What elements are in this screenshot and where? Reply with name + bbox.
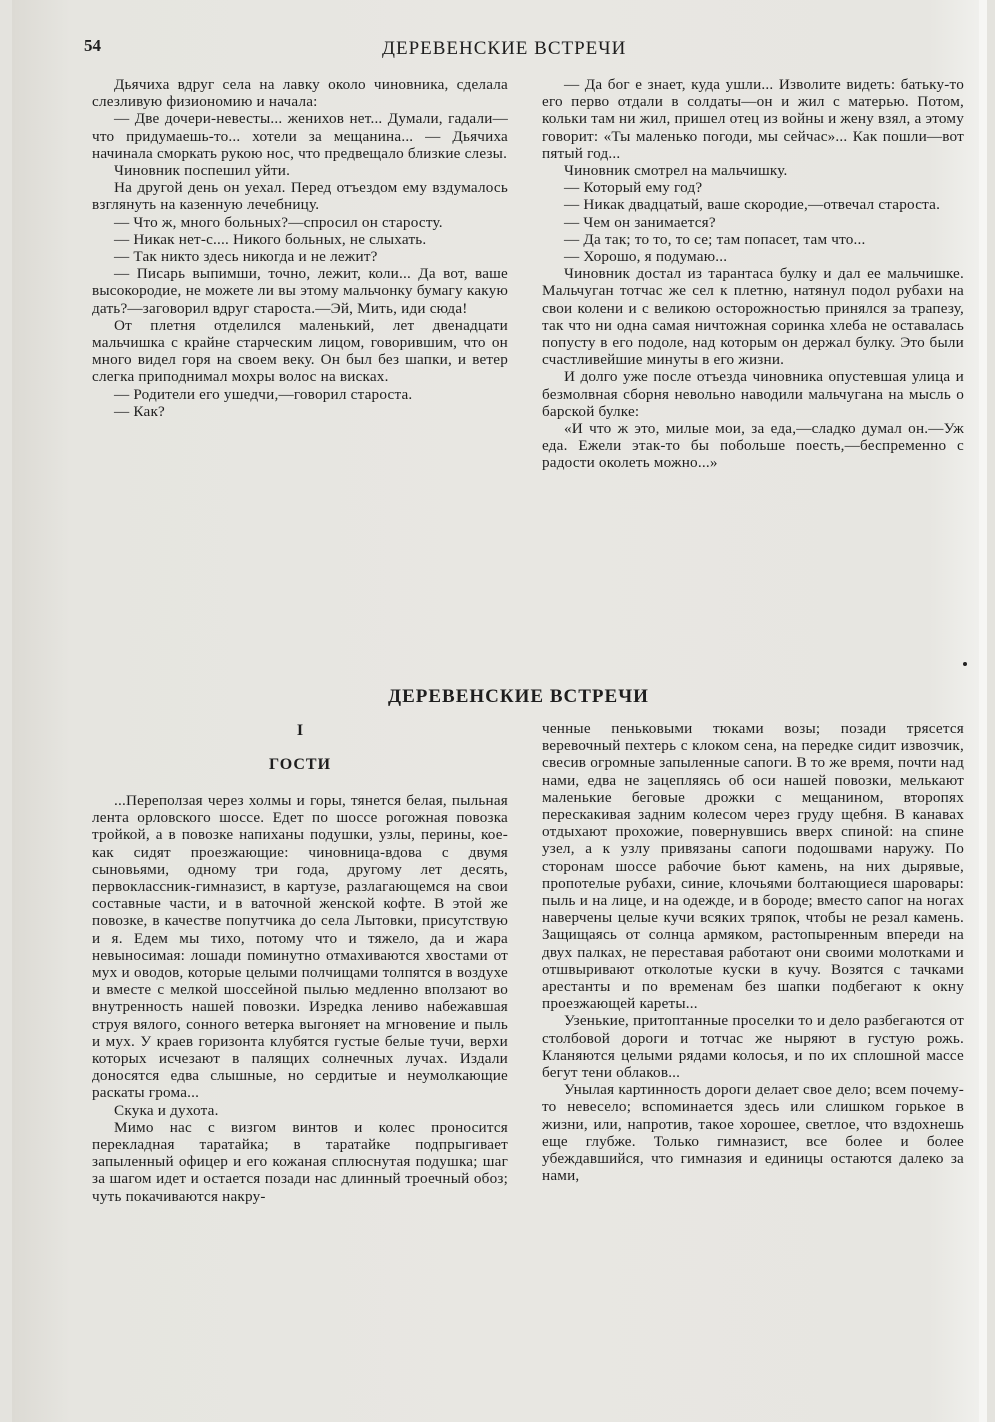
page-edge [979,0,987,1422]
paragraph: От плетня отделился маленький, лет двенадцати мальчишка с крайне старческим лицом, говорившим, что он много видел горя на своем веку. Он был без шапки, и ветер слегка приподнимал мохры волос на висках. [92,316,508,386]
paragraph: — Хорошо, я подумаю... [564,248,728,266]
paragraph: — Так никто здесь никогда и не лежит? [114,248,378,266]
paragraph: На другой день он уехал. Перед отъездом ему вздумалось взглянуть на казенную лечебницу. [92,179,508,214]
paragraph: И долго уже после отъезда чиновника опустевшая улица и безмолвная сборня невольно наводили мальчугана на мысль о барской булке: [542,368,964,420]
paragraph: Чиновник смотрел на мальчишку. [564,162,788,180]
running-head: ДЕРЕВЕНСКИЕ ВСТРЕЧИ [382,38,627,59]
ink-speck [963,662,967,666]
paragraph: — Родители его ушедчи,—говорил староста. [114,385,413,403]
top-left-column [92,76,508,420]
paragraph: Дьячиха вдруг села на лавку около чиновника, сделала слезливую физиономию и начала: [92,76,508,111]
paragraph: Узенькие, притоптанные проселки то и дело разбегаются от столбовой дороги и тотчас же ныряют в густую рожь. Кланяются целыми рядами колосья, и по их сплошной массе бегут тени облаков... [542,1012,964,1082]
page-number: 54 [84,36,101,55]
paragraph: — Который ему год? [564,179,703,197]
paragraph: ...Переползая через холмы и горы, тянется белая, пыльная лента орловского шоссе. Едет по шоссе рогожная повозка тройкой, а в повозке напиханы подушки, узлы, перины, кое-как сидят проезжающие: чиновница-вдова с двумя сыновьями, одному три года, другому лет десять, первоклассник-гимназист, в картузе, разлагающемся на свои составные части, и в ваточной женской кофте. В этой же повозке, в качестве попутчика до села Лытовки, присутствую и я. Едем мы тихо, потому что и тяжело, да и жара невыносимая: лошади поминутно отмахиваются хвостами от мух и оводов, которые целыми полчищами толпятся в воздухе и вместе с мелкой шоссейной пылью медленно вползают во внутренность нашей повозки. Изредка лениво набежавшая струя вялого, сонного ветерка выгоняет на мгновение и пыль и мух. У краев горизонта клубятся густые белые тучи, верхи которых исчезают в палящих солнечных лучах. Издали доносятся едва слышные, но сердитые и неумолкающие раскаты грома... [92,792,508,1102]
paragraph: «И что ж это, милые мои, за еда,—сладко думал он.—Уж еда. Ежели этак-то бы побольше поесть,—беспременно с радости околеть можно...» [542,420,964,472]
paragraph: Мимо нас с визгом винтов и колес проносится перекладная таратайка; в таратайке подпрыгивает запыленный офицер и его кожаная сплюснутая подушка; шаг за шагом идет и остается позади нас длинный троечный обоз; чуть покачиваются накру- [92,1118,508,1205]
book-page [12,0,987,1422]
chapter-number: I [296,722,304,739]
paragraph: ченные пеньковыми тюками возы; позади трясется веревочный пехтерь с клоком сена, на передке сидит извозчик, свесив огромные запыленные сапоги. В то же время, почти над нами, едва не зацепляясь об оси нашей повозки, мелькают маленькие беговые дрожки с мещанином, второпях перескакивая задним колесом через груду щебня. В канавах отдыхают прохожие, повернувшись вверх спиной: на спине узел, а к узлу привязаны сапоги подошвами наружу. По сторонам шоссе рабочие бьют камень, на них дырявые, пропотелые рубахи, синие, клочьями болтающиеся шаровары: пыль и на лице, и на одежде, и в бороде; вместо сапог на ногах наверчены целые кучи всяких тряпок, чтобы не резал камень. Защищаясь от солнца армяком, растопыренным впереди на двух палках, не переставая работают они своими молотками и отшвыривают отколотые куски в кучу. Возятся с тачками арестанты и по временам без шапки подбегают к окну проезжающей кареты... [542,720,964,1013]
paragraph: — Чем он занимается? [564,213,716,231]
top-right-column [542,76,964,472]
bottom-left-column [92,792,508,1205]
paragraph: — Что ж, много больных?—спросил он старосту. [114,213,443,231]
paragraph: — Две дочери-невесты... женихов нет... Думали, гадали—что придумаешь-то... хотели за мещанина... — Дьячиха начинала сморкать рукою нос, что предвещало близкие слезы. [92,110,508,162]
paragraph: Унылая картинность дороги делает свое дело; всем почему-то невесело; вспоминается здесь или слишком горькое в жизни, или, напротив, такое хорошее, светлое, что вздохнешь еще глубже. Только гимназист, все более и более убеждавшийся, что гимназия и единицы остаются далеко за нами, [542,1081,964,1185]
paragraph: Чиновник поспешил уйти. [114,162,291,180]
chapter-title: ГОСТИ [268,756,332,773]
bottom-right-column [542,720,964,1184]
paragraph: Скука и духота. [114,1101,219,1119]
paragraph: — Да так; то то, то се; там попасет, там что... [564,230,866,248]
section-title: ДЕРЕВЕНСКИЕ ВСТРЕЧИ [388,686,649,707]
paragraph: Чиновник достал из тарантаса булку и дал ее мальчишке. Мальчуган тотчас же сел к плетню, натянул подол рубахи на свои колени и с великою осторожностью принялся за трапезу, так что ни одна самая ничтожная соринка хлеба не оставалась попусту в его подоле, над которым он держал булку. Это были счастливейшие минуты в его жизни. [542,265,964,369]
paragraph: — Да бог е знает, куда ушли... Изволите видеть: батьку-то его перво отдали в солдаты—он и жил с матерью. Потом, кольки там ни жил, пришел отец из войны и жену взял, а этому говорит: «Ты маленько погоди, мы сейчас»... Как пошли—вот пятый год... [542,76,964,162]
paragraph: — Никак двадцатый, ваше скородие,—отвечал староста. [564,196,941,214]
paragraph: — Никак нет-с.... Никого больных, не слыхать. [114,230,427,248]
paragraph: — Писарь выпимши, точно, лежит, коли... Да вот, ваше высокородие, не можете ли вы этому мальчонку бумагу какую дать?—заговорил вдруг староста.—Эй, Мить, иди сюда! [92,265,508,317]
paragraph: — Как? [114,402,165,420]
